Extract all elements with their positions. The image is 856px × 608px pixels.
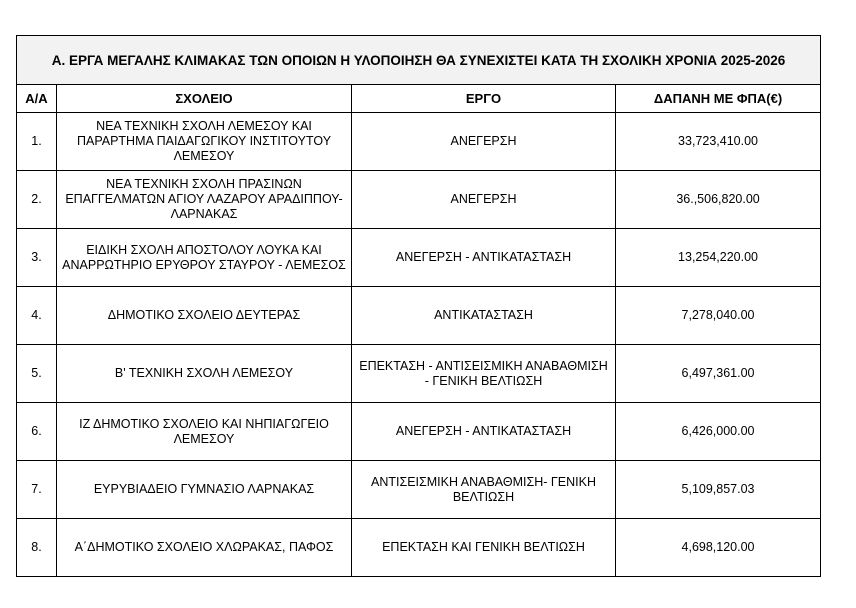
header-cost: ΔΑΠΑΝΗ ΜΕ ΦΠΑ(€) [616,85,821,113]
row-school: ΙΖ ΔΗΜΟΤΙΚΟ ΣΧΟΛΕΙΟ ΚΑΙ ΝΗΠΙΑΓΩΓΕΙΟ ΛΕΜΕΣΟΥ [57,403,352,461]
table-header-row [17,85,821,113]
table-row [17,519,821,577]
table-row [17,345,821,403]
row-project: ΑΝΕΓΕΡΣΗ - ΑΝΤΙΚΑΤΑΣΤΑΣΗ [352,229,616,287]
row-project: ΑΝΕΓΕΡΣΗ - ΑΝΤΙΚΑΤΑΣΤΑΣΗ [352,403,616,461]
row-index: 8. [17,519,57,577]
row-index: 5. [17,345,57,403]
row-cost: 33,723,410.00 [616,113,821,171]
row-school: ΝΕΑ ΤΕΧΝΙΚΗ ΣΧΟΛΗ ΠΡΑΣΙΝΩΝ ΕΠΑΓΓΕΛΜΑΤΩΝ ΑΓΙΟΥ ΛΑΖΑΡΟΥ ΑΡΑΔΙΠΠΟΥ- ΛΑΡΝΑΚΑΣ [57,171,352,229]
row-school: ΔΗΜΟΤΙΚΟ ΣΧΟΛΕΙΟ ΔΕΥΤΕΡΑΣ [57,287,352,345]
row-index: 7. [17,461,57,519]
row-cost: 6,497,361.00 [616,345,821,403]
table-row [17,461,821,519]
row-project: ΑΝΕΓΕΡΣΗ [352,113,616,171]
row-index: 4. [17,287,57,345]
row-cost: 36.,506,820.00 [616,171,821,229]
table-title: Α. ΕΡΓΑ ΜΕΓΑΛΗΣ ΚΛΙΜΑΚΑΣ ΤΩΝ ΟΠΟΙΩΝ Η ΥΛΟΠΟΙΗΣΗ ΘΑ ΣΥΝΕΧΙΣΤΕΙ ΚΑΤΑ ΤΗ ΣΧΟΛΙΚΗ ΧΡΟΝΙΑ 2025-2026 [17,36,821,85]
table-row [17,287,821,345]
row-project: ΑΝΤΙΣΕΙΣΜΙΚΗ ΑΝΑΒΑΘΜΙΣΗ- ΓΕΝΙΚΗ ΒΕΛΤΙΩΣΗ [352,461,616,519]
table-row [17,229,821,287]
row-project: ΕΠΕΚΤΑΣΗ ΚΑΙ ΓΕΝΙΚΗ ΒΕΛΤΙΩΣΗ [352,519,616,577]
row-school: Α΄ΔΗΜΟΤΙΚΟ ΣΧΟΛΕΙΟ ΧΛΩΡΑΚΑΣ, ΠΑΦΟΣ [57,519,352,577]
header-project: ΕΡΓΟ [352,85,616,113]
row-school: ΕΥΡΥΒΙΑΔΕΙΟ ΓΥΜΝΑΣΙΟ ΛΑΡΝΑΚΑΣ [57,461,352,519]
row-cost: 4,698,120.00 [616,519,821,577]
projects-table [16,35,821,577]
row-project: ΑΝΕΓΕΡΣΗ [352,171,616,229]
row-cost: 13,254,220.00 [616,229,821,287]
row-index: 2. [17,171,57,229]
row-school: Β' ΤΕΧΝΙΚΗ ΣΧΟΛΗ ΛΕΜΕΣΟΥ [57,345,352,403]
row-project: ΕΠΕΚΤΑΣΗ - ΑΝΤΙΣΕΙΣΜΙΚΗ ΑΝΑΒΑΘΜΙΣΗ - ΓΕΝΙΚΗ ΒΕΛΤΙΩΣΗ [352,345,616,403]
row-cost: 5,109,857.03 [616,461,821,519]
table-row [17,403,821,461]
row-index: 6. [17,403,57,461]
table-title-row [17,36,821,85]
header-school: ΣΧΟΛΕΙΟ [57,85,352,113]
row-index: 1. [17,113,57,171]
row-project: ΑΝΤΙΚΑΤΑΣΤΑΣΗ [352,287,616,345]
table-row [17,171,821,229]
row-cost: 6,426,000.00 [616,403,821,461]
header-index: Α/Α [17,85,57,113]
row-school: ΕΙΔΙΚΗ ΣΧΟΛΗ ΑΠΟΣΤΟΛΟΥ ΛΟΥΚΑ ΚΑΙ ΑΝΑΡΡΩΤΗΡΙΟ ΕΡΥΘΡΟΥ ΣΤΑΥΡΟΥ - ΛΕΜΕΣΟΣ [57,229,352,287]
row-index: 3. [17,229,57,287]
row-school: ΝΕΑ ΤΕΧΝΙΚΗ ΣΧΟΛΗ ΛΕΜΕΣΟΥ ΚΑΙ ΠΑΡΑΡΤΗΜΑ ΠΑΙΔΑΓΩΓΙΚΟΥ ΙΝΣΤΙΤΟΥΤΟΥ ΛΕΜΕΣΟΥ [57,113,352,171]
table-row [17,113,821,171]
row-cost: 7,278,040.00 [616,287,821,345]
